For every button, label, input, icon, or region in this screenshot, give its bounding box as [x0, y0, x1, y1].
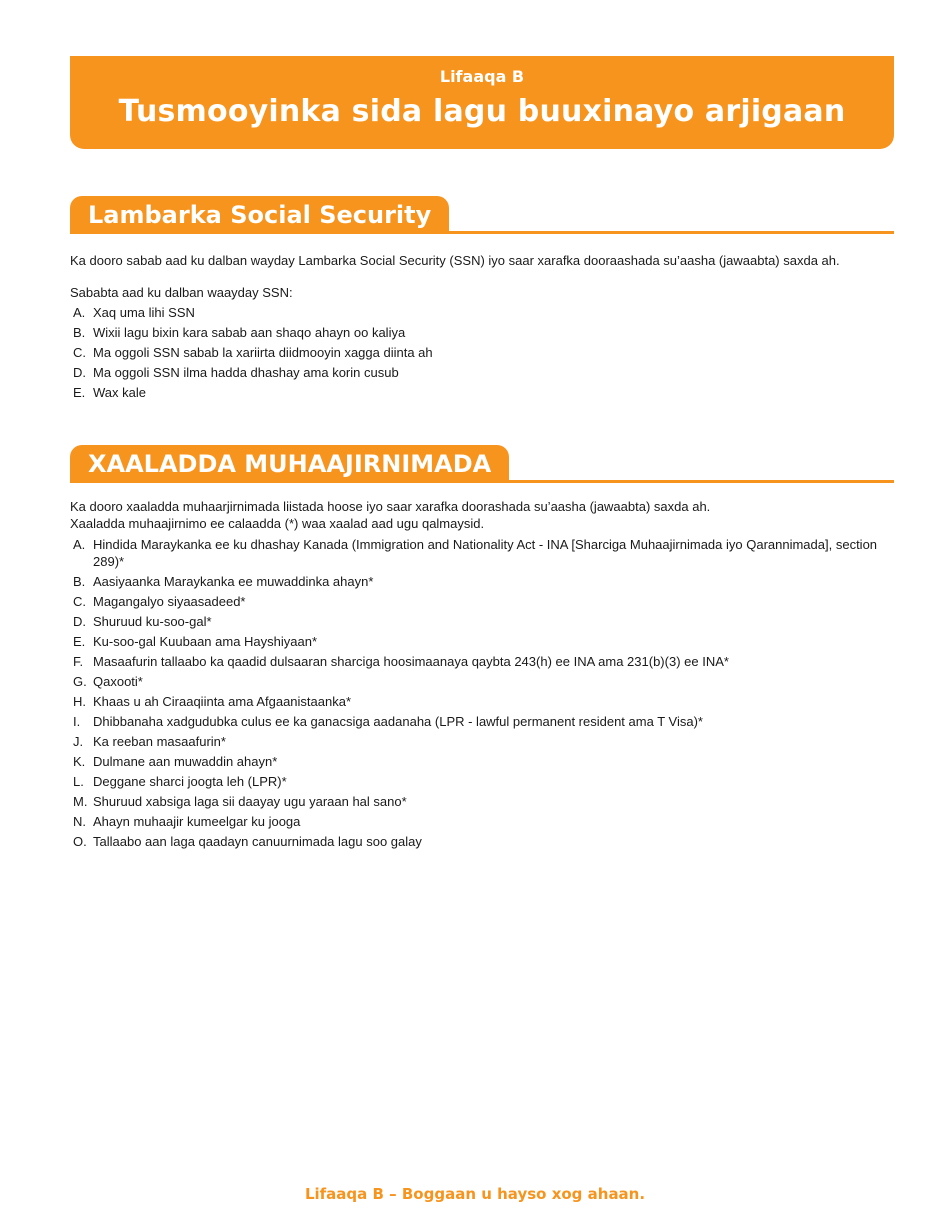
list-item-text: Aasiyaanka Maraykanka ee muwaddinka ahayn*	[93, 574, 374, 589]
list-item	[70, 304, 900, 321]
list-item-letter: A.	[73, 537, 86, 552]
ssn-instruction: Ka dooro sabab aad ku dalban wayday Lambarka Social Security (SSN) iyo saar xarafka dooraashada su’aasha (jawaabta) saxda ah.	[70, 253, 840, 268]
list-item	[70, 384, 900, 401]
list-item-text: Masaafurin tallaabo ka qaadid dulsaaran sharciga hoosimaanaya qaybta 243(h) ee INA ama 231(b)(3) ee INA*	[93, 654, 729, 669]
list-item	[70, 593, 900, 610]
list-item	[70, 733, 900, 750]
list-item-letter: H.	[73, 694, 86, 709]
list-item	[70, 773, 900, 790]
list-item	[70, 653, 900, 670]
list-item-text: Wax kale	[93, 385, 146, 400]
list-item-text: Ma oggoli SSN ilma hadda dhashay ama korin cusub	[93, 365, 399, 380]
list-item	[70, 793, 900, 810]
ssn-section-title: Lambarka Social Security	[70, 196, 449, 234]
list-item	[70, 833, 900, 850]
list-item-text: Qaxooti*	[93, 674, 143, 689]
list-item	[70, 693, 900, 710]
appendix-banner	[70, 56, 894, 149]
list-item-letter: C.	[73, 594, 86, 609]
list-item-letter: E.	[73, 634, 86, 649]
list-item-letter: A.	[73, 305, 86, 320]
list-item-text: Ahayn muhaajir kumeelgar ku jooga	[93, 814, 301, 829]
appendix-label: Lifaaqa B	[439, 67, 525, 86]
page-footer: Lifaaqa B – Boggaan u hayso xog ahaan.	[304, 1185, 646, 1203]
list-item-text: Magangalyo siyaasadeed*	[93, 594, 246, 609]
list-item-letter: E.	[73, 385, 86, 400]
list-item	[70, 573, 900, 590]
immigration-instruction	[70, 498, 900, 532]
immigration-section-title: XAALADDA MUHAAJIRNIMADA	[70, 445, 509, 483]
list-item-text: Dulmane aan muwaddin ahayn*	[93, 754, 278, 769]
list-item-text: Tallaabo aan laga qaadayn canuurnimada lagu soo galay	[93, 834, 422, 849]
list-item-letter: C.	[73, 345, 86, 360]
list-item	[70, 364, 900, 381]
list-item-text: Ma oggoli SSN sabab la xariirta diidmooyin xagga diinta ah	[93, 345, 433, 360]
ssn-list-intro: Sababta aad ku dalban waayday SSN:	[70, 285, 293, 300]
list-item-letter: F.	[73, 654, 84, 669]
list-item	[70, 633, 900, 650]
list-item-letter: B.	[73, 574, 86, 589]
list-item-text: Hindida Maraykanka ee ku dhashay Kanada (Immigration and Nationality Act - INA [Sharciga Muhaajirnimada iyo Qarannimada], section 289)*	[93, 537, 878, 569]
immigration-status-list	[70, 536, 900, 853]
list-item-text: Shuruud xabsiga laga sii daayay ugu yaraan hal sano*	[93, 794, 407, 809]
list-item-letter: M.	[73, 794, 88, 809]
ssn-section-rule	[70, 231, 894, 234]
list-item	[70, 713, 900, 730]
ssn-reasons-list	[70, 304, 900, 404]
page-title: Tusmooyinka sida lagu buuxinayo arjigaan	[118, 94, 846, 129]
list-item-letter: D.	[73, 614, 86, 629]
list-item	[70, 753, 900, 770]
list-item-letter: L.	[73, 774, 84, 789]
list-item-text: Wixii lagu bixin kara sabab aan shaqo ahayn oo kaliya	[93, 325, 406, 340]
immigration-instruction-line-1: Ka dooro xaaladda muhaarjirnimada liistada hoose iyo saar xarafka doorashada su’aasha (jawaabta) saxda ah.	[70, 499, 711, 514]
list-item	[70, 324, 900, 341]
list-item-letter: G.	[73, 674, 87, 689]
list-item	[70, 536, 900, 570]
list-item-letter: N.	[73, 814, 86, 829]
list-item-letter: O.	[73, 834, 87, 849]
immigration-section-header	[70, 445, 894, 483]
list-item	[70, 813, 900, 830]
list-item	[70, 673, 900, 690]
list-item-text: Ka reeban masaafurin*	[93, 734, 226, 749]
list-item-text: Dhibbanaha xadgudubka culus ee ka ganacsiga aadanaha (LPR - lawful permanent resident ama T Visa)*	[93, 714, 703, 729]
list-item-letter: J.	[73, 734, 84, 749]
list-item	[70, 613, 900, 630]
list-item-text: Khaas u ah Ciraaqiinta ama Afgaanistaanka*	[93, 694, 352, 709]
list-item-letter: D.	[73, 365, 86, 380]
ssn-section-header	[70, 196, 894, 234]
immigration-instruction-line-2: Xaaladda muhaajirnimo ee calaadda (*) waa xaalad aad ugu qalmaysid.	[70, 516, 485, 531]
immigration-section-rule	[70, 480, 894, 483]
list-item	[70, 344, 900, 361]
list-item-text: Ku-soo-gal Kuubaan ama Hayshiyaan*	[93, 634, 318, 649]
list-item-letter: I.	[73, 714, 81, 729]
list-item-text: Deggane sharci joogta leh (LPR)*	[93, 774, 287, 789]
list-item-text: Shuruud ku-soo-gal*	[93, 614, 212, 629]
list-item-text: Xaq uma lihi SSN	[93, 305, 195, 320]
list-item-letter: K.	[73, 754, 86, 769]
list-item-letter: B.	[73, 325, 86, 340]
